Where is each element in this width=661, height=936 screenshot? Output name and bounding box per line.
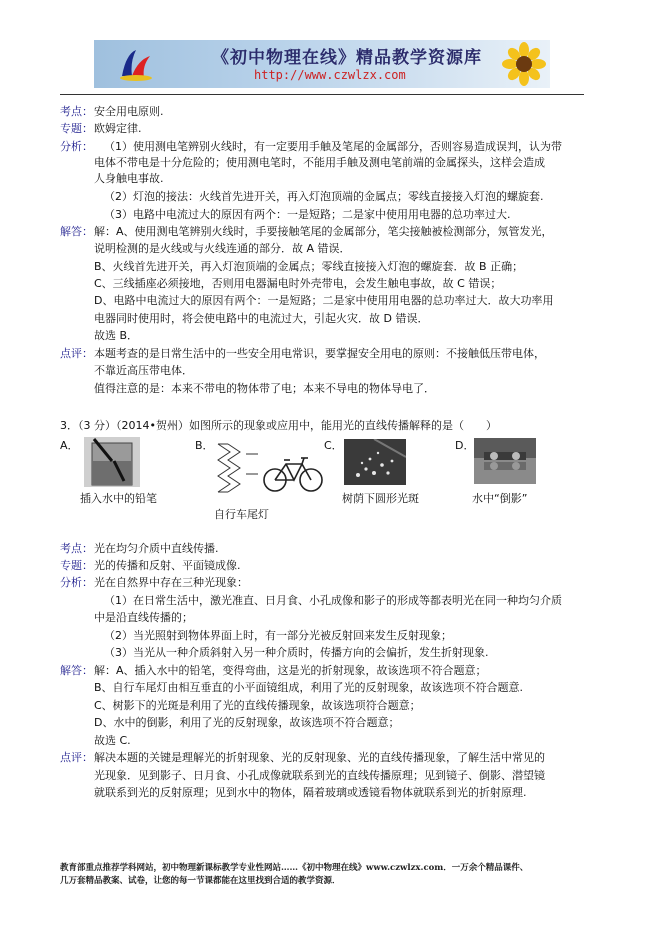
q3-dianping-line: 就联系到光的反射原理；见到水中的物体，隔着玻璃或透镜看物体就联系到光的折射原理. bbox=[94, 786, 527, 799]
tail-light-diagram-image bbox=[216, 440, 260, 500]
banner-url[interactable]: http://www.czwlzx.com bbox=[254, 68, 406, 82]
q3-fenxi-label: 分析： bbox=[60, 576, 93, 589]
q1-fenxi-line: 电体不带电是十分危险的；使用测电笔时，不能用手触及测电笔前端的金属探头，这样会造成 bbox=[94, 156, 545, 169]
footer-line: 教育部重点推荐学科网站，初中物理新课标教学专业性网站……《初中物理在线》www.czwlzx.com．一万余个精品课件、 bbox=[60, 863, 529, 873]
bicycle-image bbox=[262, 452, 324, 494]
q3-fenxi-line: （2）当光照射到物体界面上时，有一部分光被反射回来发生反射现象； bbox=[104, 629, 452, 642]
tree-shade-light-spots-image bbox=[344, 439, 406, 485]
q3-dianping-line: 解决本题的关键是理解光的折射现象、光的反射现象、光的直线传播现象，了解生活中常见的 bbox=[94, 751, 545, 764]
option-b-letter: B． bbox=[195, 439, 214, 452]
q3-kaodian-label: 考点： bbox=[60, 542, 93, 555]
q1-kaodian-label: 考点： bbox=[60, 105, 93, 118]
q1-jieda-line: 电器同时使用时，将会使电路中的电流过大，引起火灾．故 D 错误． bbox=[94, 312, 429, 325]
q1-fenxi-line: 人身触电事故. bbox=[94, 172, 164, 185]
q1-fenxi-line: （3）电路中电流过大的原因有两个：一是短路；二是家中使用用电器的总功率过大. bbox=[104, 208, 511, 221]
q1-dianping-line: 本题考查的是日常生活中的一些安全用电常识，要掌握安全用电的原则：不接触低压带电体， bbox=[94, 347, 545, 360]
q3-zhuanti-label: 专题： bbox=[60, 559, 93, 572]
page-footer bbox=[60, 862, 600, 888]
footer-line: 几万套精品教案、试卷，让您的每一节课都能在这里找到合适的教学资源． bbox=[60, 876, 341, 886]
q3-zhuanti: 光的传播和反射、平面镜成像. bbox=[94, 559, 241, 572]
pencil-in-water-image bbox=[84, 437, 140, 487]
q3-fenxi-line: 光在自然界中存在三种光现象： bbox=[94, 576, 248, 589]
option-c-caption: 树荫下圆形光斑 bbox=[342, 492, 419, 505]
q1-zhuanti-label: 专题： bbox=[60, 122, 93, 135]
q1-dianping-label: 点评： bbox=[60, 347, 93, 360]
q3-jieda-label: 解答： bbox=[60, 664, 93, 677]
q3-stem: 3．（3 分）（2014•贺州）如图所示的现象或应用中，能用光的直线传播解释的是（ ） bbox=[60, 419, 497, 432]
q1-jieda-line: 故选 B． bbox=[94, 329, 139, 342]
site-logo-icon bbox=[116, 46, 156, 82]
q3-kaodian: 光在均匀介质中直线传播. bbox=[94, 542, 219, 555]
water-reflection-image bbox=[474, 438, 536, 484]
q1-jieda-line: 解：A、使用测电笔辨别火线时，手要接触笔尾的金属部分，笔尖接触被检测部分，氖管发光， bbox=[94, 225, 553, 238]
q3-jieda-line: 解：A、插入水中的铅笔，变得弯曲，这是光的折射现象，故该选项不符合题意； bbox=[94, 664, 487, 677]
q1-dianping-line: 不靠近高压带电体． bbox=[94, 364, 193, 377]
q3-fenxi-line: 中是沿直线传播的； bbox=[94, 611, 193, 624]
q3-fenxi-line: （3）当光从一种介质斜射入另一种介质时，传播方向的会偏折，发生折射现象. bbox=[104, 646, 489, 659]
q1-jieda-label: 解答： bbox=[60, 225, 93, 238]
banner-title: 《初中物理在线》精品教学资源库 bbox=[212, 48, 482, 68]
q1-zhuanti: 欧姆定律. bbox=[94, 122, 142, 135]
option-b-caption: 自行车尾灯 bbox=[214, 508, 269, 521]
q3-jieda-line: 故选 C. bbox=[94, 734, 131, 747]
q1-fenxi-label: 分析： bbox=[60, 140, 93, 153]
q1-dianping-line: 值得注意的是：本来不带电的物体带了电；本来不导电的物体导电了． bbox=[94, 382, 435, 395]
q3-jieda-line: B、自行车尾灯由相互垂直的小平面镜组成，利用了光的反射现象，故该选项不符合题意. bbox=[94, 681, 524, 694]
q1-kaodian: 安全用电原则. bbox=[94, 105, 164, 118]
option-a-caption: 插入水中的铅笔 bbox=[80, 492, 157, 505]
q1-fenxi-line: （2）灯泡的接法：火线首先进开关，再入灯泡顶端的金属点；零线直接接入灯泡的螺旋套. bbox=[104, 190, 544, 203]
option-d-caption: 水中“倒影” bbox=[472, 492, 528, 505]
q1-jieda-line: 说明检测的是火线或与火线连通的部分．故 A 错误． bbox=[94, 242, 351, 255]
q1-fenxi-line: （1）使用测电笔辨别火线时，有一定要用手触及笔尾的金属部分，否则容易造成误判，认为带 bbox=[104, 140, 562, 153]
q3-fenxi-line: （1）在日常生活中，激光准直、日月食、小孔成像和影子的形成等都表明光在同一种均匀介质 bbox=[104, 594, 562, 607]
option-d-letter: D． bbox=[455, 439, 475, 452]
q3-jieda-line: C、树影下的光斑是利用了光的直线传播现象，故该选项符合题意； bbox=[94, 699, 421, 712]
q3-dianping-label: 点评： bbox=[60, 751, 93, 764]
q1-jieda-line: D、电路中电流过大的原因有两个：一是短路；二是家中使用用电器的总功率过大．故大功率用 bbox=[94, 294, 554, 307]
header-divider bbox=[60, 94, 584, 95]
option-c-letter: C． bbox=[324, 439, 343, 452]
option-a-letter: A． bbox=[60, 439, 79, 452]
q1-jieda-line: C、三线插座必须接地，否则用电器漏电时外壳带电，会发生触电事故，故 C 错误； bbox=[94, 277, 502, 290]
sunflower-icon bbox=[502, 42, 546, 86]
q1-jieda-line: B、火线首先进开关，再入灯泡顶端的金属点；零线直接接入灯泡的螺旋套．故 B 正确； bbox=[94, 260, 524, 273]
header-banner bbox=[94, 40, 550, 88]
q3-dianping-line: 光现象．见到影子、日月食、小孔成像就联系到光的直线传播原理；见到镜子、倒影、潜望镜 bbox=[94, 769, 545, 782]
q3-jieda-line: D、水中的倒影，利用了光的反射现象，故该选项不符合题意； bbox=[94, 716, 400, 729]
